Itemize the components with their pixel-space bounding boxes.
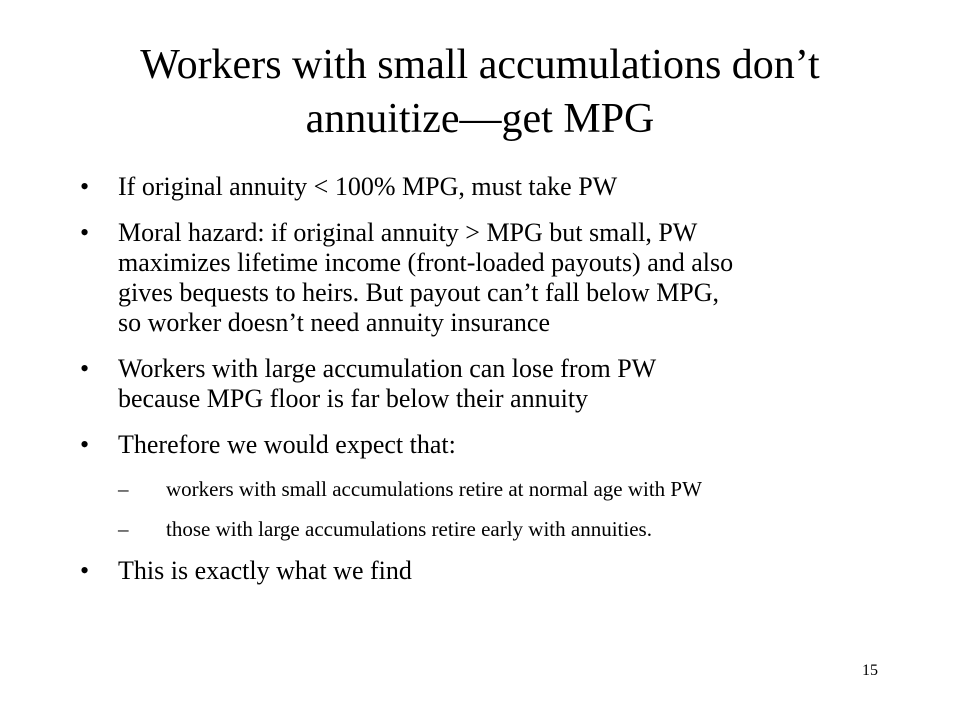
bullet-list (80, 172, 900, 602)
bullet-text: Moral hazard: if original annuity > MPG but small, PW (118, 218, 698, 247)
bullet-marker: • (80, 430, 90, 459)
sub-bullet-item (80, 476, 900, 502)
page-number: 15 (862, 662, 878, 679)
sub-bullet-marker: – (118, 477, 129, 501)
bullet-text: This is exactly what we find (118, 556, 412, 585)
bullet-text: gives bequests to heirs. But payout can’t fall below MPG, (118, 278, 720, 307)
bullet-text: Workers with large accumulation can lose from PW (118, 354, 657, 383)
bullet-marker: • (80, 218, 90, 247)
slide-title (60, 38, 900, 146)
bullet-marker: • (80, 172, 90, 201)
bullet-item (80, 354, 900, 414)
bullet-item (80, 172, 900, 202)
sub-bullet-item (80, 516, 900, 542)
bullet-item (80, 218, 900, 338)
bullet-text: If original annuity < 100% MPG, must take PW (118, 172, 618, 201)
bullet-text: so worker doesn’t need annuity insurance (118, 308, 551, 337)
slide-title-line: Workers with small accumulations don’t (140, 42, 820, 88)
bullet-item (80, 556, 900, 586)
bullet-marker: • (80, 354, 90, 383)
sub-bullet-text: workers with small accumulations retire at normal age with PW (166, 477, 702, 501)
sub-bullet-text: those with large accumulations retire early with annuities. (166, 517, 652, 541)
bullet-text: because MPG floor is far below their annuity (118, 384, 589, 413)
bullet-text: Therefore we would expect that: (118, 430, 456, 459)
bullet-marker: • (80, 556, 90, 585)
sub-bullet-marker: – (118, 517, 129, 541)
bullet-text: maximizes lifetime income (front-loaded payouts) and also (118, 248, 734, 277)
slide-title-line: annuitize—get MPG (305, 96, 655, 142)
bullet-item (80, 430, 900, 460)
